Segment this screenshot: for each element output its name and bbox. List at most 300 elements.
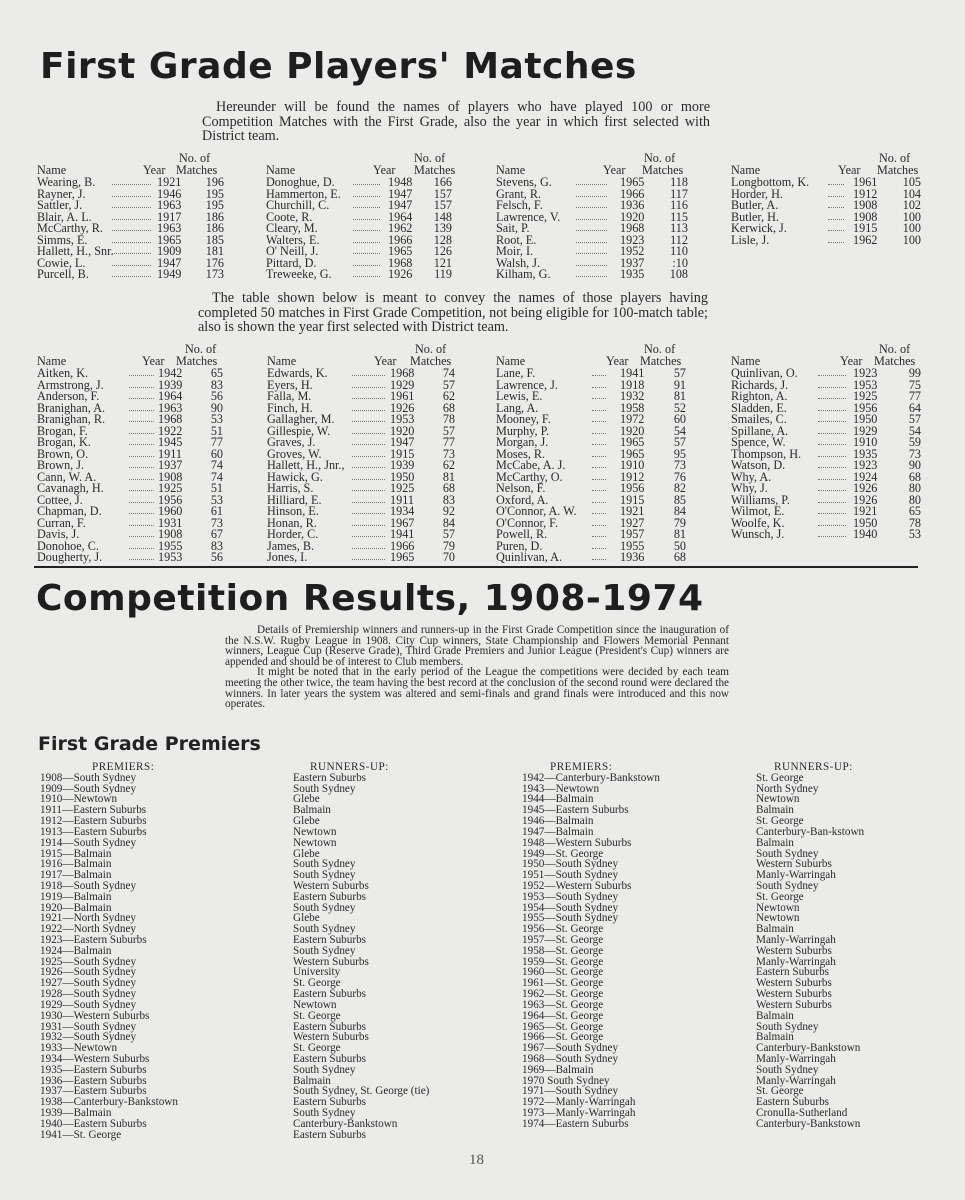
header-name: Name xyxy=(731,354,761,368)
list-item: Western Suburbs xyxy=(756,998,832,1011)
match-count: 62 xyxy=(442,458,455,472)
column-header xyxy=(37,344,232,368)
table-row xyxy=(37,269,227,281)
dot-leader xyxy=(352,421,385,422)
first-year: 1947 xyxy=(390,435,415,449)
first-year: 1908 xyxy=(158,527,183,541)
list-item: Newtown xyxy=(756,901,800,914)
list-item: Eastern Suburbs xyxy=(293,1128,367,1141)
dot-leader xyxy=(129,410,154,411)
match-count: 173 xyxy=(205,267,224,281)
match-count: 50 xyxy=(673,538,686,553)
list-item: 1933—Newtown xyxy=(40,1042,118,1055)
match-count: 85 xyxy=(673,492,686,507)
first-year: 1921 xyxy=(853,504,878,518)
dot-leader xyxy=(592,525,606,526)
player-name: Dougherty, J. xyxy=(37,550,103,564)
dot-leader xyxy=(112,184,151,185)
match-count: 83 xyxy=(210,538,223,553)
list-item: South Sydney xyxy=(756,1063,819,1076)
dot-leader xyxy=(592,433,606,434)
column-label: PREMIERS: xyxy=(92,761,155,773)
header-no-of: No. of xyxy=(879,342,911,356)
dot-leader xyxy=(112,253,151,254)
dot-leader xyxy=(592,536,606,537)
table-row xyxy=(731,529,926,541)
list-item: St. George xyxy=(756,771,804,784)
player-name: Sladden, E. xyxy=(731,400,787,415)
match-count: 68 xyxy=(442,481,455,495)
player-name: Wilmot, E. xyxy=(731,504,785,518)
match-count: 75 xyxy=(908,377,921,392)
dot-leader xyxy=(352,548,385,549)
first-year: 1946 xyxy=(157,186,182,201)
dot-leader xyxy=(352,479,385,480)
player-name: Edwards, K. xyxy=(267,366,328,380)
list-item: Eastern Suburbs xyxy=(293,934,367,946)
list-item: Manly-Warringah xyxy=(756,1074,836,1087)
dot-leader xyxy=(828,196,844,197)
match-count: 74 xyxy=(210,458,223,472)
match-count: 76 xyxy=(673,469,686,484)
list-item: 1936—Eastern Suburbs xyxy=(40,1074,147,1087)
dot-leader xyxy=(129,456,154,457)
match-count: 57 xyxy=(908,412,921,426)
page-title: First Grade Players' Matches xyxy=(40,46,637,87)
dot-leader xyxy=(112,196,151,197)
list-item: 1968—South Sydney xyxy=(522,1052,619,1065)
list-item: St. George xyxy=(756,890,804,903)
list-item: 1908—South Sydney xyxy=(40,771,137,784)
dot-leader xyxy=(576,196,607,197)
dot-leader xyxy=(352,525,385,526)
list-item: South Sydney xyxy=(293,782,356,795)
player-name: O' Neill, J. xyxy=(266,244,319,258)
dot-leader xyxy=(352,559,385,560)
player-name: Why, A. xyxy=(731,469,772,484)
player-name: Donoghue, D. xyxy=(266,175,335,189)
first-year: 1964 xyxy=(388,209,413,224)
list-item: Balmain xyxy=(756,1009,794,1022)
player-name: Wearing, B. xyxy=(37,175,96,189)
player-name: Davis, J. xyxy=(37,527,80,541)
dot-leader xyxy=(576,276,607,277)
player-name: Mooney, F. xyxy=(496,412,551,426)
player-name: Lewis, E. xyxy=(496,389,543,403)
list-item: 1935—Eastern Suburbs xyxy=(40,1063,147,1076)
header-matches: Matches xyxy=(176,163,218,177)
list-item: Newtown xyxy=(293,825,337,838)
dot-leader xyxy=(129,444,154,445)
first-year: 1965 xyxy=(620,446,645,461)
player-name: Spence, W. xyxy=(731,435,786,449)
player-name: Lane, F. xyxy=(496,366,536,380)
match-count: 70 xyxy=(442,550,455,564)
list-item: 1912—Eastern Suburbs xyxy=(40,815,147,828)
table-row xyxy=(37,552,232,564)
list-item: Canterbury-Bankstown xyxy=(293,1117,398,1130)
first-year: 1961 xyxy=(390,389,415,403)
match-count: 53 xyxy=(210,412,223,426)
list-item: 1965—St. George xyxy=(522,1020,604,1033)
column-header xyxy=(267,344,462,368)
first-year: 1950 xyxy=(390,469,415,484)
dot-leader xyxy=(112,230,151,231)
match-count: 83 xyxy=(210,377,223,392)
dot-leader xyxy=(352,456,385,457)
first-year: 1939 xyxy=(390,458,415,472)
intro-50-matches xyxy=(198,291,708,335)
dot-leader xyxy=(818,513,846,514)
first-year: 1908 xyxy=(853,209,878,224)
match-count: 54 xyxy=(673,423,686,438)
first-year: 1953 xyxy=(158,550,183,564)
match-count: 77 xyxy=(210,435,223,449)
dot-leader xyxy=(592,548,606,549)
player-name: Righton, A. xyxy=(731,389,788,403)
dot-leader xyxy=(592,375,606,376)
first-year: 1965 xyxy=(620,175,645,189)
list-item: Canterbury-Bankstown xyxy=(756,1117,861,1130)
player-name: Coote, R. xyxy=(266,209,313,224)
list-item: 1964—St. George xyxy=(522,1009,604,1022)
match-count: 57 xyxy=(673,366,686,380)
dot-leader xyxy=(129,479,154,480)
competition-intro-p1: Details of Premiership winners and runners-up in the First Grade Competition since the inauguration of the N.S.W. Rugby League in 1908. City Cup winners, State Championship and Flowers Memorial Pennant winners, League Cup (Reserve Grade), Third Grade Premiers and Junior League (President's Cup) winners are appended and should be of interest to Club members. xyxy=(225,624,729,668)
header-no-of: No. of xyxy=(644,342,676,356)
player-name: Felsch, F. xyxy=(496,198,543,212)
table-50-column xyxy=(267,344,462,564)
first-year: 1926 xyxy=(390,400,415,415)
first-year: 1917 xyxy=(157,209,182,224)
dot-leader xyxy=(576,242,607,243)
player-name: Lang, A. xyxy=(496,400,539,415)
header-matches: Matches xyxy=(414,163,456,177)
match-count: 185 xyxy=(205,232,224,247)
first-year: 1968 xyxy=(388,255,413,270)
player-name: Murphy, P. xyxy=(496,423,550,438)
list-item: Eastern Suburbs xyxy=(756,966,830,979)
dot-leader xyxy=(576,265,607,266)
dot-leader xyxy=(818,536,846,537)
first-year: 1939 xyxy=(158,377,183,392)
match-count: 117 xyxy=(670,186,688,201)
player-name: Honan, R. xyxy=(267,515,317,530)
dot-leader xyxy=(818,421,846,422)
player-name: Horder, H. xyxy=(731,186,783,201)
list-item: 1946—Balmain xyxy=(522,815,594,828)
player-name: Cleary, M. xyxy=(266,221,318,235)
list-item: Eastern Suburbs xyxy=(293,1096,367,1109)
dot-leader xyxy=(129,387,154,388)
dot-leader xyxy=(576,253,607,254)
first-year: 1965 xyxy=(388,244,413,258)
player-name: Aitken, K. xyxy=(37,366,89,380)
list-item: Manly-Warringah xyxy=(756,869,836,882)
list-item: 1960—St. George xyxy=(522,966,604,979)
section-title: Competition Results, 1908-1974 xyxy=(36,578,704,619)
first-year: 1972 xyxy=(620,412,645,426)
first-year: 1947 xyxy=(388,186,413,201)
list-item: 1911—Eastern Suburbs xyxy=(40,804,147,817)
match-count: 53 xyxy=(908,527,921,541)
first-year: 1947 xyxy=(157,255,182,270)
list-item: Eastern Suburbs xyxy=(293,1052,367,1065)
match-count: 62 xyxy=(442,389,455,403)
match-count: 77 xyxy=(442,435,455,449)
first-year: 1941 xyxy=(620,366,645,380)
first-year: 1950 xyxy=(853,515,878,530)
dot-leader xyxy=(112,242,151,243)
match-count: 104 xyxy=(902,186,921,201)
table-row xyxy=(267,552,462,564)
match-count: 65 xyxy=(908,504,921,518)
dot-leader xyxy=(129,502,154,503)
match-count: 118 xyxy=(670,175,688,189)
match-count: 83 xyxy=(442,492,455,507)
match-count: 100 xyxy=(902,209,921,224)
first-year: 1960 xyxy=(158,504,183,518)
list-item: Western Suburbs xyxy=(756,858,832,871)
list-item: 1950—South Sydney xyxy=(522,858,619,871)
match-count: 73 xyxy=(673,458,686,472)
dot-leader xyxy=(129,536,154,537)
match-count: 74 xyxy=(210,469,223,484)
list-item: South Sydney, St. George (tie) xyxy=(293,1085,430,1098)
match-count: 176 xyxy=(205,255,224,270)
player-name: Spillane, A. xyxy=(731,423,789,438)
dot-leader xyxy=(353,196,380,197)
player-name: Smailes, C. xyxy=(731,412,787,426)
match-count: 56 xyxy=(210,389,223,403)
intro-100-text: Hereunder will be found the names of players who have played 100 or more Competition Matches with the First Grade, also the year in which first selected with District team. xyxy=(202,99,710,145)
player-name: Quinlivan, O. xyxy=(731,366,798,380)
first-year: 1920 xyxy=(390,423,415,438)
dot-leader xyxy=(352,502,385,503)
first-year: 1934 xyxy=(390,504,415,518)
list-item: St. George xyxy=(293,977,341,990)
first-year: 1911 xyxy=(390,492,414,507)
dot-leader xyxy=(353,276,380,277)
dot-leader xyxy=(352,387,385,388)
match-count: 51 xyxy=(210,423,223,438)
list-item: 1917—Balmain xyxy=(40,869,112,882)
player-name: Branighan, A. xyxy=(37,400,106,415)
dot-leader xyxy=(818,410,846,411)
first-year: 1929 xyxy=(853,423,878,438)
player-name: McCabe, A. J. xyxy=(496,458,566,472)
first-year: 1921 xyxy=(620,504,645,518)
match-count: 148 xyxy=(433,209,452,224)
table-100-column xyxy=(731,153,926,246)
list-item: St. George xyxy=(293,1042,341,1055)
player-name: Cann, W. A. xyxy=(37,469,97,484)
first-year: 1961 xyxy=(853,175,878,189)
list-item: 1920—Balmain xyxy=(40,901,112,914)
table-row xyxy=(496,269,691,281)
first-year: 1925 xyxy=(390,481,415,495)
player-name: Walters, E. xyxy=(266,232,320,247)
first-year: 1964 xyxy=(158,389,183,403)
match-count: 100 xyxy=(902,221,921,235)
list-item: University xyxy=(293,966,341,979)
match-count: 57 xyxy=(442,423,455,438)
dot-leader xyxy=(129,525,154,526)
match-count: 90 xyxy=(210,400,223,415)
list-item: 1919—Balmain xyxy=(40,890,112,903)
first-year: 1915 xyxy=(853,221,878,235)
dot-leader xyxy=(352,444,385,445)
player-name: Morgan, J. xyxy=(496,435,549,449)
player-name: Butler, A. xyxy=(731,198,779,212)
header-year: Year xyxy=(838,163,861,177)
dot-leader xyxy=(112,276,151,277)
list-item: 1926—South Sydney xyxy=(40,966,137,979)
first-year: 1910 xyxy=(853,435,878,449)
header-no-of: No. of xyxy=(414,151,446,165)
dot-leader xyxy=(352,513,385,514)
match-count: 91 xyxy=(673,377,686,392)
premiers-column-1942-1974 xyxy=(522,762,660,1130)
list-item: St. George xyxy=(756,1085,804,1098)
match-count: 157 xyxy=(433,198,452,212)
first-year: 1910 xyxy=(620,458,645,472)
list-item: Balmain xyxy=(293,804,331,817)
list-item: Western Suburbs xyxy=(293,879,369,892)
dot-leader xyxy=(353,219,380,220)
first-year: 1921 xyxy=(157,175,182,189)
match-count: 80 xyxy=(908,481,921,495)
list-item: 1943—Newtown xyxy=(522,782,600,795)
player-name: Hinson, E. xyxy=(267,504,319,518)
player-name: Lawrence, V. xyxy=(496,209,561,224)
column-header xyxy=(496,344,691,368)
list-item: 1937—Eastern Suburbs xyxy=(40,1085,147,1098)
competition-intro xyxy=(225,625,729,710)
match-count: 166 xyxy=(433,175,452,189)
player-name: Lisle, J. xyxy=(731,232,770,247)
player-name: Walsh, J. xyxy=(496,255,541,270)
first-year: 1956 xyxy=(620,481,645,495)
player-name: Richards, J. xyxy=(731,377,789,392)
match-count: 73 xyxy=(442,446,455,461)
player-name: Stevens, G. xyxy=(496,175,552,189)
first-year: 1912 xyxy=(853,186,878,201)
list-item: 1957—St. George xyxy=(522,934,604,946)
competition-intro-p2: It might be noted that in the early period of the League the competitions were decided by each team meeting the other twice, the team having the best record at the conclusion of the second round were declared the winners. In later years the system was altered and semi-finals and grand finals were introduced and this now operates. xyxy=(225,666,729,711)
list-item: 1918—South Sydney xyxy=(40,879,137,892)
player-name: Brown, O. xyxy=(37,446,89,461)
first-year: 1965 xyxy=(620,435,645,449)
dot-leader xyxy=(592,502,606,503)
player-name: Pittard, D. xyxy=(266,255,317,270)
dot-leader xyxy=(592,387,606,388)
list-item: Glebe xyxy=(293,912,320,925)
match-count: 51 xyxy=(210,481,223,495)
player-name: James, B. xyxy=(267,538,315,553)
table-50-column xyxy=(731,344,926,541)
first-year: 1925 xyxy=(853,389,878,403)
first-year: 1950 xyxy=(853,412,878,426)
match-count: 102 xyxy=(902,198,921,212)
first-year: 1940 xyxy=(853,527,878,541)
match-count: 68 xyxy=(673,550,686,564)
first-year: 1957 xyxy=(620,527,645,541)
player-name: Gillespie, W. xyxy=(267,423,331,438)
match-count: 84 xyxy=(442,515,455,530)
column-header xyxy=(496,153,691,177)
player-name: Brogan, K. xyxy=(37,435,91,449)
list-item: South Sydney xyxy=(756,1020,819,1033)
dot-leader xyxy=(352,490,385,491)
dot-leader xyxy=(129,513,154,514)
header-no-of: No. of xyxy=(185,342,217,356)
list-item: 1914—South Sydney xyxy=(40,836,137,849)
runners-up-column-1942-1974 xyxy=(756,762,864,1130)
list-item: 1959—St. George xyxy=(522,955,604,968)
column-label: RUNNERS-UP: xyxy=(774,761,853,773)
player-name: Powell, R. xyxy=(496,527,548,541)
dot-leader xyxy=(129,559,154,560)
dot-leader xyxy=(592,421,606,422)
match-count: 116 xyxy=(670,198,688,212)
player-name: Horder, C. xyxy=(267,527,319,541)
list-item: 1958—St. George xyxy=(522,944,604,957)
match-count: 119 xyxy=(434,267,452,281)
intro-50-text: The table shown below is meant to convey the names of those players having completed 50 matches in First Grade Competition, not being eligible for 100-match table; also is shown the year first selected with District team. xyxy=(198,290,708,336)
first-year: 1967 xyxy=(390,515,415,530)
list-item: Eastern Suburbs xyxy=(293,1020,367,1033)
match-count: 113 xyxy=(670,221,688,235)
match-count: 61 xyxy=(210,504,223,518)
match-count: 79 xyxy=(442,538,455,553)
list-item: St. George xyxy=(756,815,804,828)
list-item: Western Suburbs xyxy=(756,944,832,957)
list-item: 1921—North Sydney xyxy=(40,912,137,925)
first-year: 1962 xyxy=(388,221,413,235)
match-count: 181 xyxy=(205,244,224,258)
dot-leader xyxy=(352,536,385,537)
list-item: South Sydney xyxy=(756,847,819,860)
player-name: Simms, E. xyxy=(37,232,88,247)
dot-leader xyxy=(592,513,606,514)
list-item: 1953—South Sydney xyxy=(522,890,619,903)
list-item: Glebe xyxy=(293,793,320,806)
list-item: 1930—Western Suburbs xyxy=(40,1009,150,1022)
dot-leader xyxy=(576,230,607,231)
player-name: Eyers, H. xyxy=(267,377,313,392)
list-item: 1927—South Sydney xyxy=(40,977,137,990)
list-item: Canterbury-Bankstown xyxy=(756,1042,861,1055)
match-count: 54 xyxy=(908,423,921,438)
header-name: Name xyxy=(267,354,297,368)
first-year: 1963 xyxy=(158,400,183,415)
list-item: Newtown xyxy=(756,793,800,806)
match-count: 81 xyxy=(673,389,686,403)
first-year: 1920 xyxy=(620,209,645,224)
player-name: Chapman, D. xyxy=(37,504,102,518)
match-count: 126 xyxy=(433,244,452,258)
header-no-of: No. of xyxy=(644,151,676,165)
header-matches: Matches xyxy=(642,163,684,177)
match-count: 68 xyxy=(442,400,455,415)
column-header xyxy=(37,153,227,177)
header-name: Name xyxy=(266,163,296,177)
list-item: 1932—South Sydney xyxy=(40,1031,137,1044)
dot-leader xyxy=(828,242,844,243)
list-item: South Sydney xyxy=(293,944,356,957)
runners-up-column-1908-1941 xyxy=(293,762,429,1140)
